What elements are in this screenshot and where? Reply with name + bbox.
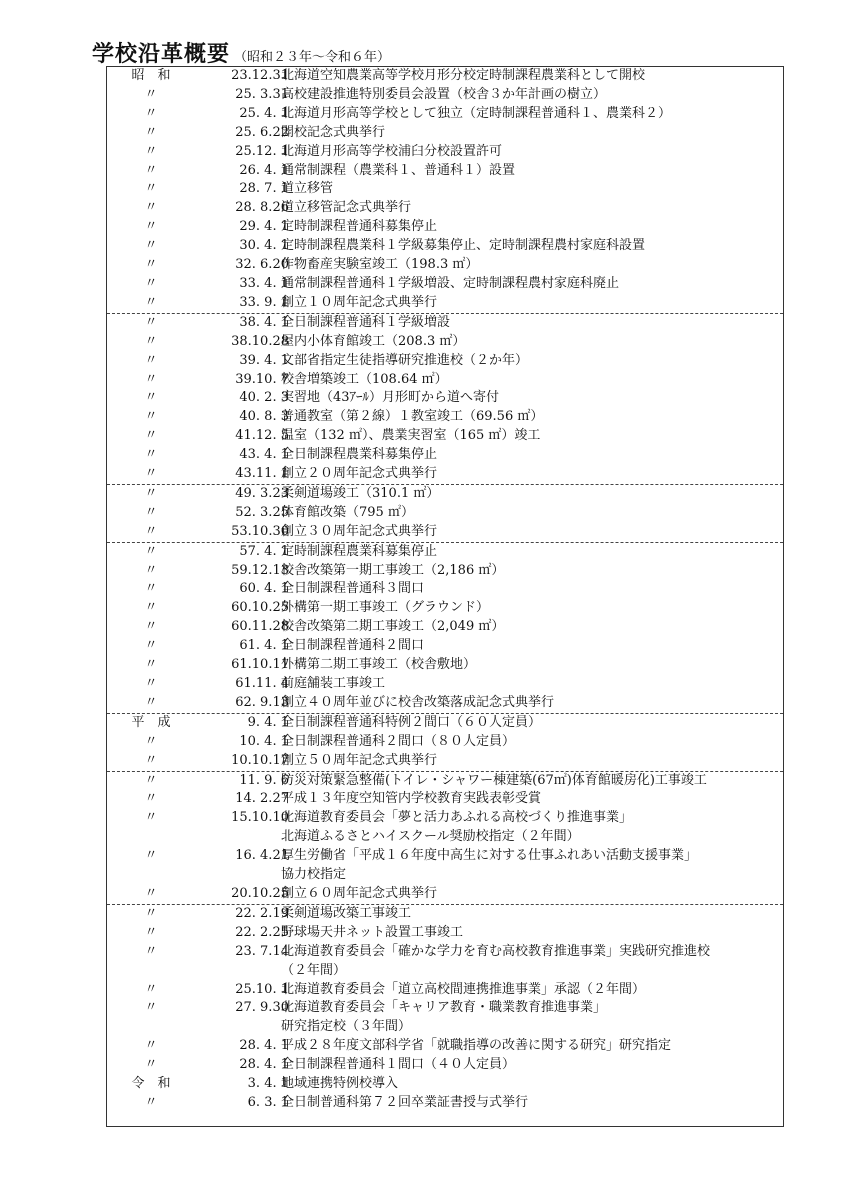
era-label: 昭 和 — [131, 68, 171, 83]
event-date: 62. 9.13 — [235, 694, 289, 710]
era-label: 〃 — [144, 924, 158, 940]
event-description: 文部省指定生徒指導研究推進校（２か年） — [281, 352, 529, 368]
event-description: 定時制課程農業科１学級募集停止、定時制課程農村家庭科設置 — [281, 238, 646, 254]
era-label: 令 和 — [131, 1076, 171, 1092]
era-label: 〃 — [144, 86, 158, 102]
era-label: 〃 — [144, 257, 158, 273]
event-date: 28. 4. 1 — [239, 1057, 289, 1073]
history-row — [107, 256, 783, 275]
period-group — [107, 485, 783, 543]
era-label: 〃 — [144, 752, 158, 768]
event-description: 定時制課程普通科募集停止 — [281, 219, 438, 235]
event-description: 全日制課程普通科１間口（４０人定員） — [281, 1057, 516, 1073]
era-label: 〃 — [144, 676, 158, 691]
era-label: 平 成 — [131, 714, 171, 730]
era-label: 〃 — [144, 275, 158, 291]
era-label: 〃 — [144, 162, 158, 178]
event-description: 屋内小体育館竣工（208.3 ㎡） — [281, 333, 466, 349]
era-label: 〃 — [144, 314, 158, 330]
history-row — [107, 694, 783, 713]
era-label: 〃 — [144, 409, 158, 425]
event-date: 49. 3.23 — [235, 485, 289, 501]
period-group — [107, 905, 783, 1113]
event-date: 61. 4. 1 — [239, 638, 289, 654]
event-description: 作物畜産実験室竣工（198.3 ㎡） — [281, 257, 479, 273]
history-table — [106, 66, 784, 1127]
era-label: 〃 — [144, 772, 158, 788]
event-date: 28. 4. 1 — [239, 1038, 289, 1054]
history-row — [107, 962, 783, 981]
event-description: 温室（132 ㎡）、農業実習室（165 ㎡）竣工 — [281, 428, 541, 444]
event-date: 60.10.25 — [231, 600, 289, 616]
history-row — [107, 1056, 783, 1075]
history-row — [107, 733, 783, 752]
event-description: 外構第二期工事竣工（校舎敷地） — [281, 657, 477, 673]
event-date: 61.11. 4 — [235, 676, 289, 691]
event-description: 北海道月形高等学校として独立（定時制課程普通科１、農業科２） — [281, 105, 672, 121]
era-label: 〃 — [144, 143, 158, 159]
era-label: 〃 — [144, 181, 158, 197]
history-row — [107, 943, 783, 962]
event-description: 校舎増築竣工（108.64 ㎡） — [281, 371, 448, 387]
history-row — [107, 143, 783, 162]
era-label: 〃 — [144, 810, 158, 826]
event-description: 定時制課程農業科募集停止 — [281, 543, 438, 559]
title-period: （昭和２３年～令和６年） — [234, 50, 391, 65]
era-label: 〃 — [144, 581, 158, 597]
history-row — [107, 790, 783, 809]
era-label: 〃 — [144, 638, 158, 654]
era-label: 〃 — [144, 428, 158, 444]
period-group — [107, 714, 783, 772]
era-label: 〃 — [144, 981, 158, 997]
history-row — [107, 427, 783, 446]
event-description: 北海道教育委員会「キャリア教育・職業教育推進事業」 — [281, 1000, 607, 1016]
history-row — [107, 352, 783, 371]
era-label: 〃 — [144, 124, 158, 140]
history-row — [107, 772, 783, 791]
history-row — [107, 504, 783, 523]
event-description: 全日制課程普通科特例２間口（６０人定員） — [281, 714, 542, 730]
event-description: （２年間） — [281, 962, 347, 978]
era-label: 〃 — [144, 943, 158, 959]
era-label: 〃 — [144, 543, 158, 559]
event-date: 33. 4. 1 — [239, 275, 289, 291]
event-description: 普通教室（第２線）１教室竣工（69.56 ㎡） — [281, 409, 544, 425]
event-date: 25. 6.22 — [235, 124, 289, 140]
event-description: 創立３０周年記念式典挙行 — [281, 523, 438, 539]
event-date: 15.10.10 — [231, 810, 289, 826]
event-date: 38.10.28 — [231, 333, 289, 349]
event-date: 57. 4. 1 — [239, 543, 289, 559]
event-date: 26. 4. 1 — [239, 162, 289, 178]
event-date: 59.12.13 — [231, 562, 289, 578]
era-label: 〃 — [144, 600, 158, 616]
era-label: 〃 — [144, 466, 158, 482]
history-row — [107, 656, 783, 675]
event-description: 全日制課程普通科２間口（８０人定員） — [281, 733, 516, 749]
period-group — [107, 67, 783, 314]
event-description: 校舎改築第一期工事竣工（2,186 ㎡） — [281, 562, 505, 578]
event-date: 39. 4. 1 — [239, 352, 289, 368]
history-row — [107, 294, 783, 313]
history-row — [107, 809, 783, 828]
history-row — [107, 371, 783, 390]
history-row — [107, 924, 783, 943]
event-date: 25. 4. 1 — [239, 105, 289, 121]
event-date: 61.10.11 — [231, 657, 289, 673]
event-description: 北海道ふるさとハイスクール奨励校指定（２年間） — [281, 829, 580, 845]
event-date: 28. 7. 1 — [239, 181, 289, 197]
event-date: 32. 6.20 — [235, 257, 289, 273]
era-label: 〃 — [144, 733, 158, 749]
event-description: 通常制課程普通科１学級増設、定時制課程農村家庭科廃止 — [281, 275, 620, 291]
history-row — [107, 1018, 783, 1037]
history-row — [107, 162, 783, 181]
event-description: 全日制課程普通科３間口 — [281, 581, 425, 597]
event-date: 28. 8.26 — [235, 200, 289, 216]
event-description: 柔剣道場改築工事竣工 — [281, 905, 412, 921]
era-label: 〃 — [144, 1038, 158, 1054]
history-row — [107, 446, 783, 465]
era-label: 〃 — [144, 657, 158, 673]
era-label: 〃 — [144, 619, 158, 635]
era-label: 〃 — [144, 1000, 158, 1016]
history-row — [107, 618, 783, 637]
history-row — [107, 105, 783, 124]
history-row — [107, 905, 783, 924]
event-description: 地域連携特例校導入 — [281, 1076, 399, 1092]
event-description: 全日制普通科第７２回卒業証書授与式挙行 — [281, 1094, 529, 1110]
history-row — [107, 1094, 783, 1113]
page-title — [92, 37, 390, 68]
event-date: 60.11.28 — [231, 619, 289, 635]
event-description: 全日制課程農業科募集停止 — [281, 447, 438, 463]
history-row — [107, 86, 783, 105]
event-date: 27. 9.30 — [235, 1000, 289, 1016]
era-label: 〃 — [144, 485, 158, 501]
event-description: 創立１０周年記念式典挙行 — [281, 294, 438, 310]
event-description: 実習地（43ｱｰﾙ）月形町から道へ寄付 — [281, 390, 500, 406]
event-date: 16. 4.21 — [235, 848, 289, 864]
event-date: 53.10.30 — [231, 523, 289, 539]
era-label: 〃 — [144, 352, 158, 368]
event-description: 道立移管 — [281, 181, 334, 197]
history-row — [107, 408, 783, 427]
history-row — [107, 218, 783, 237]
event-date: 22. 2.19 — [235, 905, 289, 921]
era-label: 〃 — [144, 905, 158, 921]
event-date: 33. 9. 1 — [239, 294, 289, 310]
era-label: 〃 — [144, 694, 158, 710]
event-description: 柔剣道場竣工（310.1 ㎡） — [281, 485, 440, 501]
history-row — [107, 465, 783, 484]
era-label: 〃 — [144, 523, 158, 539]
event-date: 3. 4. 1 — [247, 1076, 289, 1092]
event-description: 前庭舗装工事竣工 — [281, 676, 386, 691]
history-row — [107, 637, 783, 656]
event-description: 北海道教育委員会「確かな学力を育む高校教育推進事業」実践研究推進校 — [281, 943, 711, 959]
history-row — [107, 981, 783, 1000]
era-label: 〃 — [144, 390, 158, 406]
era-label: 〃 — [144, 447, 158, 463]
history-row — [107, 180, 783, 199]
event-date: 30. 4. 1 — [239, 238, 289, 254]
history-row — [107, 314, 783, 333]
event-description: 通常制課程（農業科１、普通科１）設置 — [281, 162, 516, 178]
history-row — [107, 675, 783, 694]
period-group — [107, 314, 783, 485]
event-date: 6. 3. 1 — [247, 1094, 289, 1110]
event-description: 平成１３年度空知管内学校教育実践表彰受賞 — [281, 791, 542, 807]
event-date: 52. 3.25 — [235, 504, 289, 520]
history-row — [107, 580, 783, 599]
event-date: 29. 4. 1 — [239, 219, 289, 235]
event-date: 40. 8. 3 — [239, 409, 289, 425]
history-row — [107, 67, 783, 86]
history-row — [107, 752, 783, 771]
event-description: 体育館改築（795 ㎡） — [281, 504, 414, 520]
event-description: 防災対策緊急整備(トイレ・シャワー棟建築(67㎡)体育館暖房化)工事竣工 — [281, 772, 707, 788]
event-date: 10.10.17 — [231, 752, 289, 768]
event-description: 創立６０周年記念式典挙行 — [281, 885, 438, 901]
event-description: 厚生労働省「平成１６年度中高生に対する仕事ふれあい活動支援事業」 — [281, 848, 698, 864]
event-date: 9. 4. 1 — [247, 714, 289, 730]
history-row — [107, 523, 783, 542]
event-date: 11. 9. 6 — [239, 772, 289, 788]
event-date: 10. 4. 1 — [239, 733, 289, 749]
history-row — [107, 199, 783, 218]
era-label: 〃 — [144, 219, 158, 235]
era-label: 〃 — [144, 791, 158, 807]
era-label: 〃 — [144, 885, 158, 901]
period-group — [107, 543, 783, 714]
event-date: 40. 2. 3 — [239, 390, 289, 406]
event-description: 北海道教育委員会「道立高校間連携推進事業」承認（２年間） — [281, 981, 646, 997]
era-label: 〃 — [144, 333, 158, 349]
history-row — [107, 847, 783, 866]
history-row — [107, 543, 783, 562]
event-date: 23. 7.14 — [235, 943, 289, 959]
era-label: 〃 — [144, 1057, 158, 1073]
history-row — [107, 714, 783, 733]
era-label: 〃 — [144, 200, 158, 216]
event-description: 外構第一期工事竣工（グラウンド） — [281, 600, 490, 616]
era-label: 〃 — [144, 1094, 158, 1110]
history-row — [107, 237, 783, 256]
event-date: 14. 2.27 — [235, 791, 289, 807]
event-description: 平成２８年度文部科学省「就職指導の改善に関する研究」研究指定 — [281, 1038, 672, 1054]
event-description: 創立４０周年並びに校舎改築落成記念式典挙行 — [281, 694, 555, 710]
title-main: 学校沿革概要 — [92, 42, 231, 67]
history-row — [107, 124, 783, 143]
era-label: 〃 — [144, 848, 158, 864]
event-date: 25.10. 1 — [235, 981, 289, 997]
event-date: 60. 4. 1 — [239, 581, 289, 597]
era-label: 〃 — [144, 371, 158, 387]
event-description: 北海道空知農業高等学校月形分校定時制課程農業科として開校 — [281, 68, 646, 83]
event-date: 38. 4. 1 — [239, 314, 289, 330]
history-row — [107, 333, 783, 352]
history-row — [107, 999, 783, 1018]
event-description: 研究指定校（３年間） — [281, 1019, 412, 1035]
event-date: 41.12. 5 — [235, 428, 289, 444]
event-date: 39.10. 7 — [235, 371, 289, 387]
period-group — [107, 772, 783, 905]
event-description: 野球場天井ネット設置工事竣工 — [281, 924, 464, 940]
history-row — [107, 599, 783, 618]
event-date: 43. 4. 1 — [239, 447, 289, 463]
event-description: 北海道月形高等学校浦臼分校設置許可 — [281, 143, 503, 159]
history-row — [107, 866, 783, 885]
event-date: 22. 2.25 — [235, 924, 289, 940]
event-description: 道立移管記念式典挙行 — [281, 200, 412, 216]
era-label: 〃 — [144, 238, 158, 254]
event-description: 校舎改築第二期工事竣工（2,049 ㎡） — [281, 619, 505, 635]
history-row — [107, 275, 783, 294]
history-row — [107, 828, 783, 847]
event-date: 25.12. 1 — [235, 143, 289, 159]
event-date: 23.12.31 — [231, 68, 289, 83]
era-label: 〃 — [144, 562, 158, 578]
history-row — [107, 485, 783, 504]
event-description: 開校記念式典挙行 — [281, 124, 386, 140]
event-date: 43.11. 1 — [235, 466, 289, 482]
history-row — [107, 885, 783, 904]
event-date: 20.10.25 — [231, 885, 289, 901]
era-label: 〃 — [144, 294, 158, 310]
event-description: 協力校指定 — [281, 867, 347, 883]
era-label: 〃 — [144, 105, 158, 121]
event-description: 高校建設推進特別委員会設置（校舎３か年計画の樹立） — [281, 86, 607, 102]
event-description: 北海道教育委員会「夢と活力あふれる高校づくり推進事業」 — [281, 810, 633, 826]
history-row — [107, 1037, 783, 1056]
era-label: 〃 — [144, 504, 158, 520]
event-description: 全日制課程普通科１学級増設 — [281, 314, 451, 330]
event-description: 創立２０周年記念式典挙行 — [281, 466, 438, 482]
event-description: 全日制課程普通科２間口 — [281, 638, 425, 654]
event-description: 創立５０周年記念式典挙行 — [281, 752, 438, 768]
event-date: 25. 3.31 — [235, 86, 289, 102]
history-row — [107, 1075, 783, 1094]
history-row — [107, 389, 783, 408]
history-row — [107, 562, 783, 581]
